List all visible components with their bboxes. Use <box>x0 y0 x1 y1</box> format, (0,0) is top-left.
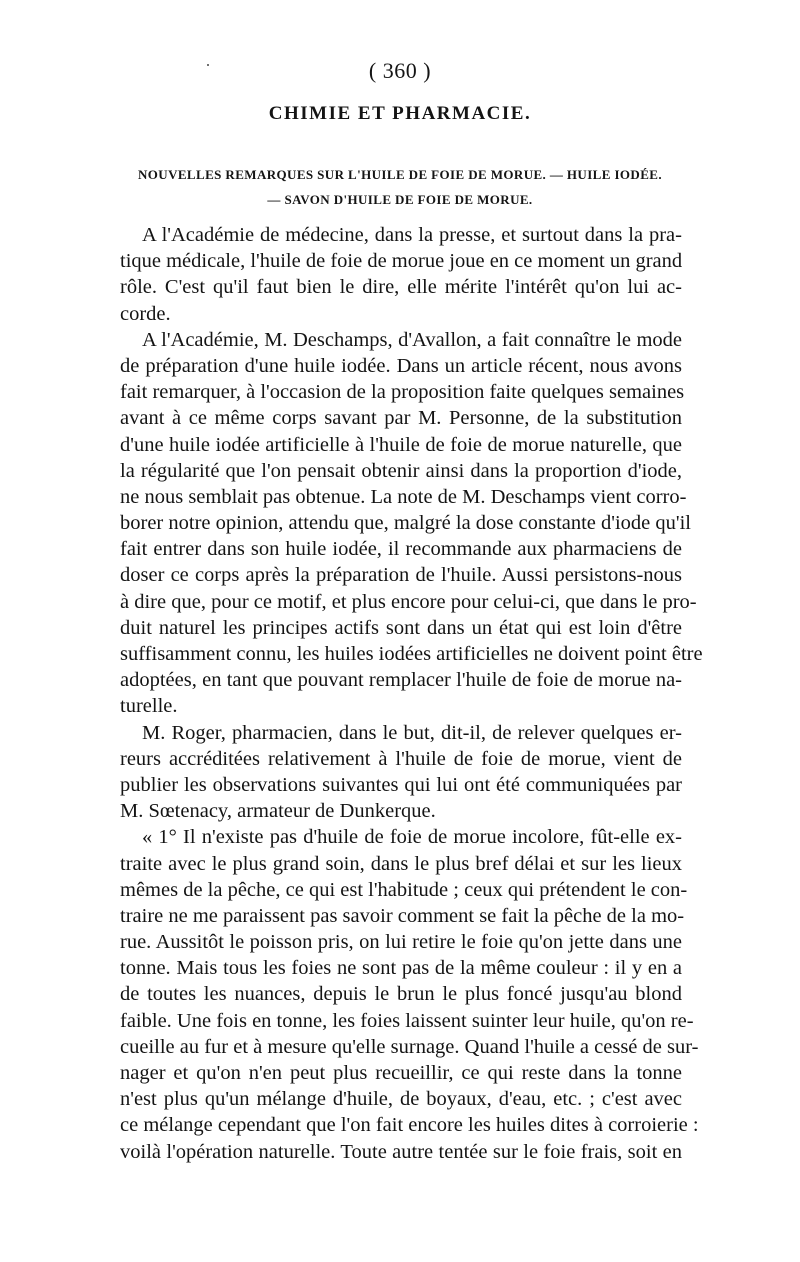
page-number: ( 360 ) <box>368 58 432 83</box>
text-line: mêmes de la pêche, ce qui est l'habitude ; ceux qui prétendent le con- <box>120 878 688 901</box>
text-line: traite avec le plus grand soin, dans le plus bref délai et sur les lieux <box>120 852 682 875</box>
article-body <box>120 222 703 1165</box>
text-line: de préparation d'une huile iodée. Dans un article récent, nous avons <box>120 354 682 377</box>
text-line: d'une huile iodée artificielle à l'huile de foie de morue naturelle, que <box>120 433 682 456</box>
text-line: borer notre opinion, attendu que, malgré la dose constante d'iode qu'il <box>120 512 691 535</box>
text-line: rôle. C'est qu'il faut bien le dire, elle mérite l'intérêt qu'on lui ac- <box>120 276 682 299</box>
text-line: de toutes les nuances, depuis le brun le plus foncé jusqu'au blond <box>120 983 682 1006</box>
text-line: rue. Aussitôt le poisson pris, on lui retire le foie qu'on jette dans une <box>120 931 682 954</box>
text-line: ce mélange cependant que l'on fait encore les huiles dites à corroierie : <box>120 1114 699 1137</box>
article-heading <box>120 162 680 212</box>
text-line: fait entrer dans son huile iodée, il recommande aux pharmaciens de <box>120 538 682 561</box>
text-line: A l'Académie, M. Deschamps, d'Avallon, a fait connaître le mode <box>142 328 682 351</box>
text-line: voilà l'opération naturelle. Toute autre tentée sur le foie frais, soit en <box>120 1140 682 1163</box>
text-line: A l'Académie de médecine, dans la presse, et surtout dans la pra- <box>142 224 682 246</box>
text-line: publier les observations suivantes qui lui ont été communiquées par <box>120 773 682 796</box>
text-line: ne nous semblait pas obtenue. La note de M. Deschamps vient corro- <box>120 485 687 508</box>
text-line: faible. Une fois en tonne, les foies laissent suinter leur huile, qu'on re- <box>120 1009 694 1032</box>
section-title: CHIMIE ET PHARMACIE. <box>268 103 532 124</box>
text-line: M. Sœtenacy, armateur de Dunkerque. <box>120 800 436 823</box>
text-line: doser ce corps après la préparation de l'huile. Aussi persistons-nous <box>120 564 682 587</box>
text-line: la régularité que l'on pensait obtenir ainsi dans la proportion d'iode, <box>120 459 682 482</box>
text-line: M. Roger, pharmacien, dans le but, dit-il, de relever quelques er- <box>142 721 682 744</box>
article-heading-line: NOUVELLES REMARQUES SUR L'HUILE DE FOIE DE MORUE. — HUILE IODÉE. <box>137 167 663 182</box>
text-line: traire ne me paraissent pas savoir comment se fait la pêche de la mo- <box>120 904 685 927</box>
text-line: tonne. Mais tous les foies ne sont pas de la même couleur : il y en a <box>120 957 682 980</box>
text-line: duit naturel les principes actifs sont dans un état qui est loin d'être <box>120 616 682 639</box>
text-line: « 1° Il n'existe pas d'huile de foie de morue incolore, fût-elle ex- <box>142 826 682 849</box>
text-line: fait remarquer, à l'occasion de la proposition faite quelques semaines <box>120 381 685 404</box>
text-line: adoptées, en tant que pouvant remplacer l'huile de foie de morue na- <box>120 669 682 692</box>
text-line: cueille au fur et à mesure qu'elle surnage. Quand l'huile a cessé de sur- <box>120 1035 699 1058</box>
text-line: reurs accréditées relativement à l'huile de foie de morue, vient de <box>120 747 682 770</box>
article-heading-line: — SAVON D'HUILE DE FOIE DE MORUE. <box>267 192 533 207</box>
text-line: turelle. <box>120 695 178 718</box>
text-line: tique médicale, l'huile de foie de morue joue en ce moment un grand <box>120 250 683 273</box>
text-line: nager et qu'on n'en peut plus recueillir, ce qui reste dans la tonne <box>120 1062 682 1084</box>
text-line: avant à ce même corps savant par M. Personne, de la substitution <box>120 407 682 430</box>
text-line: à dire que, pour ce motif, et plus encore pour celui-ci, que dans le pro- <box>120 590 697 613</box>
text-line: n'est plus qu'un mélange d'huile, de boyaux, d'eau, etc. ; c'est avec <box>120 1088 682 1111</box>
text-line: corde. <box>120 302 171 325</box>
text-line: suffisamment connu, les huiles iodées artificielles ne doivent point être <box>120 643 703 665</box>
